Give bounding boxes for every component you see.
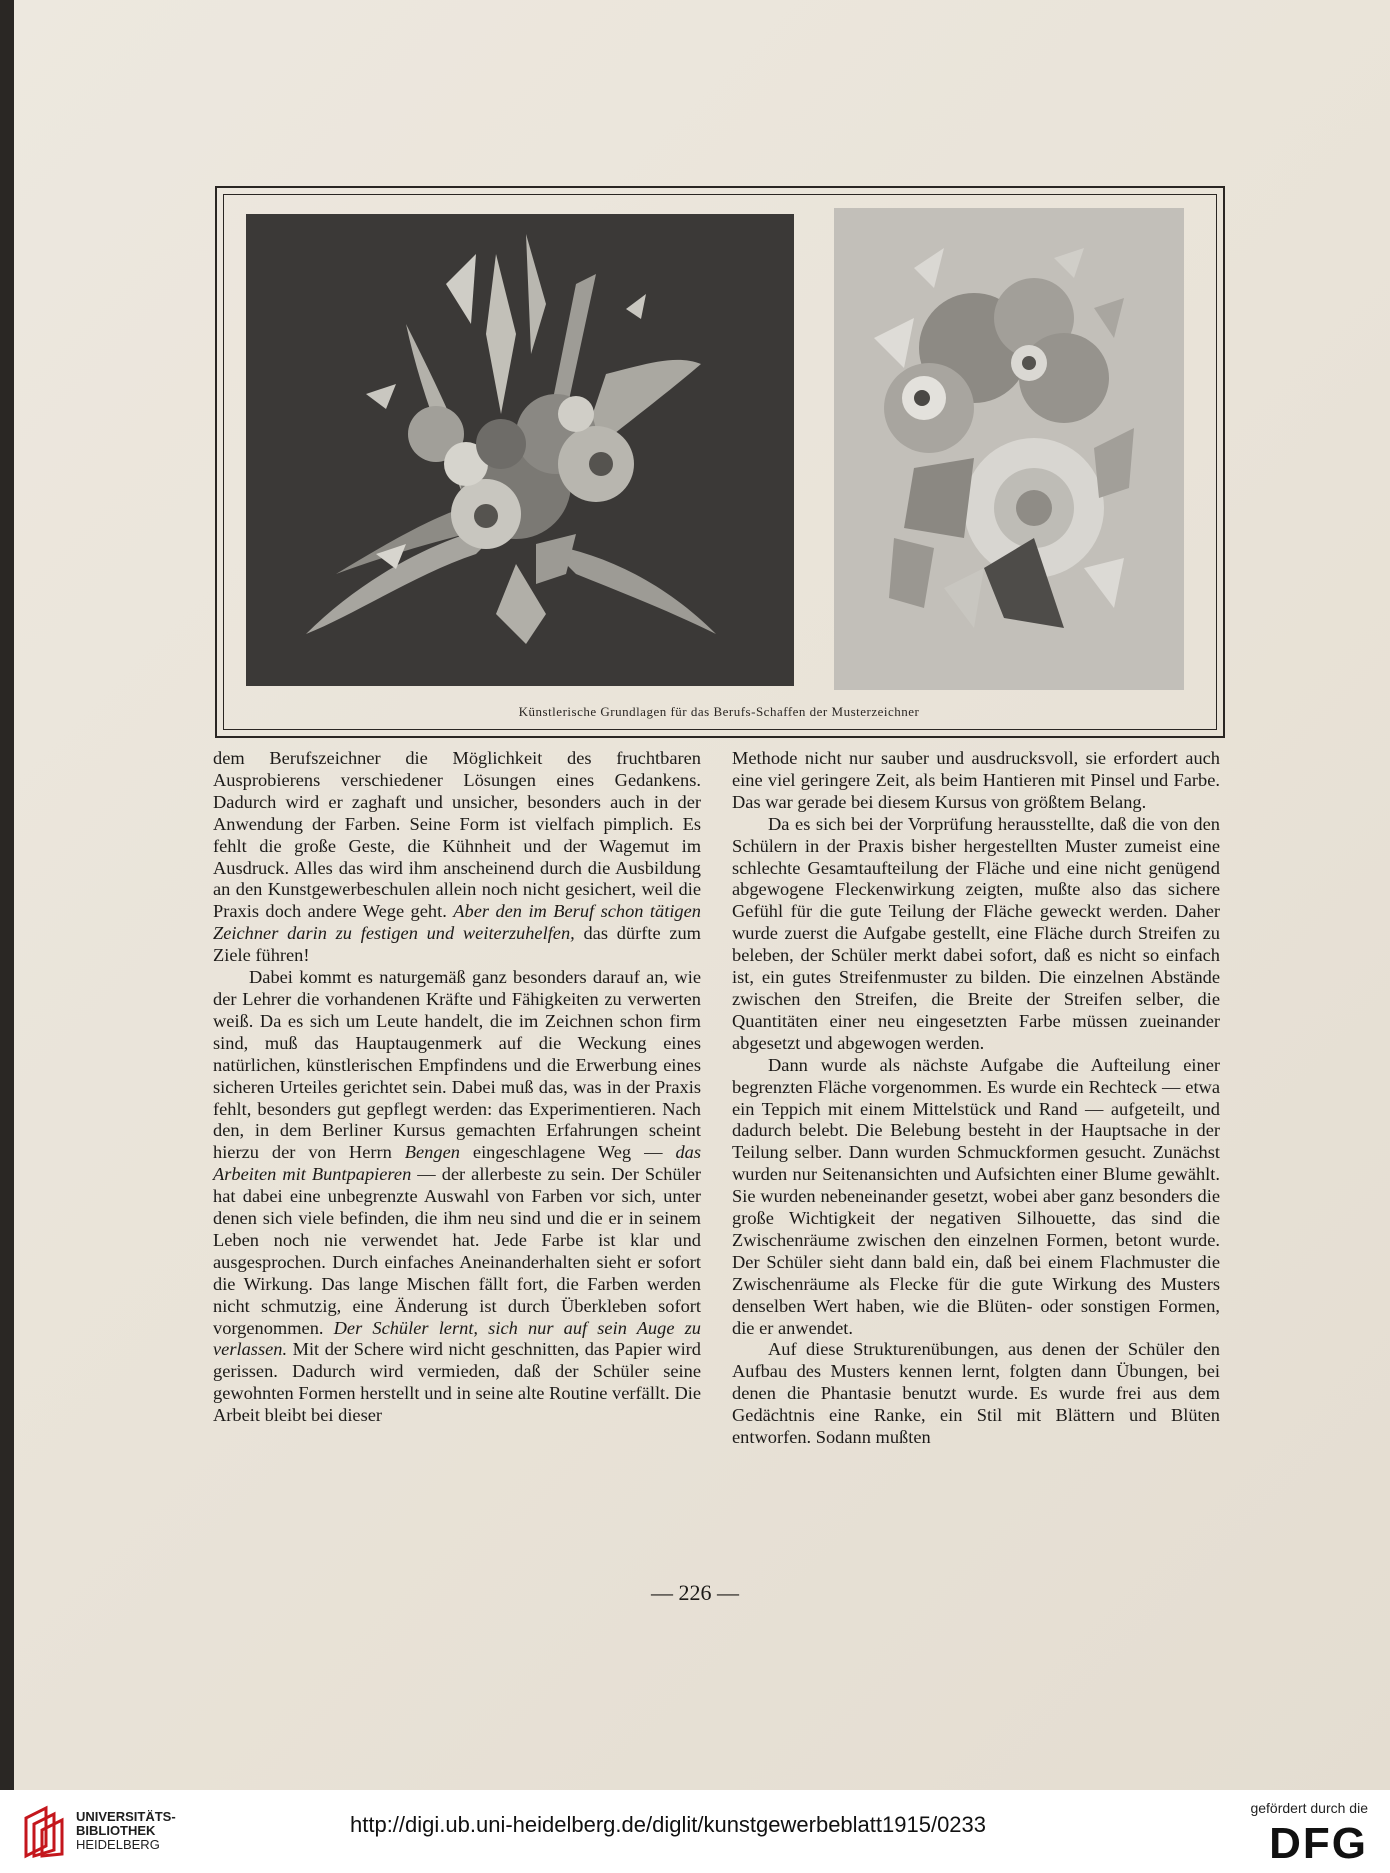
paragraph-text: Auf diese Strukturenübungen, aus denen der Schüler den Aufbau des Musters kennen lernt, folgten dann Übungen, bei denen die Phantasie benutzt wurde. Es wurde frei aus dem Gedächtnis eine Ranke, ein Stil mit Blättern und Blüten entworfen. Sodann mußten [732, 1339, 1220, 1448]
scan-edge-shadow [0, 0, 14, 1790]
figure-left-image [246, 214, 794, 686]
body-paragraph [213, 748, 701, 967]
text-column-left [213, 748, 701, 1427]
paragraph-text: — der allerbeste zu sein. Der Schüler hat dabei eine unbegrenzte Auswahl von Farben vor sich, unter denen sich viele befinden, die ihm neu sind und die er in seinem Leben noch nie verwendet hat. Jede Farbe ist klar und ausgesprochen. Durch einfaches Aneinanderhalten sieht er sofort die Wirkung. Das lange Mischen fällt fort, die Farben werden nicht schmutzig, eine Änderung ist durch Überkleben sofort vorgenommen. [213, 1164, 701, 1338]
emphasis-text: das Arbeiten mit Buntpapieren [213, 1142, 701, 1185]
paragraph-text: Da es sich bei der Vorprüfung herausstellte, daß die von den Schülern in der Praxis bisher hergestellten Muster zumeist eine schlechte Gesamtaufteilung der Fläche und eine nicht genügend abgewogene Fleckenwirkung zeigten, mußte also das sichere Gefühl für die gute Teilung der Fläche geweckt werden. Daher wurde zuerst die Aufgabe gestellt, eine Fläche durch Streifen zu beleben, der Schüler merkt dabei sofort, daß es nicht so einfach ist, ein gutes Streifenmuster zu bilden. Die einzelnen Abstände zwischen den Streifen, die Breite der Streifen selber, die Quantitäten einer neu eingesetzten Farbe müssen zueinander abgesetzt und abgewogen werden. [732, 813, 1220, 1053]
source-url-link[interactable]: http://digi.ub.uni-heidelberg.de/diglit/kunstgewerbeblatt1915/0233 [350, 1812, 987, 1837]
text-column-right [732, 748, 1220, 1449]
university-library-logo-icon [18, 1804, 66, 1860]
paragraph-text: Dabei kommt es naturgemäß ganz besonders darauf an, wie der Lehrer die vorhandenen Kräfte und Fähigkeiten zu verwerten weiß. Da es sich um Leute handelt, die im Zeichnen schon firm sind, muß das Hauptaugenmerk auf die Weckung eines natürlichen, künstlerischen Empfindens und die Erwerbung eines sicheren Urteiles gerichtet sein. Dabei muß das, was in der Praxis fehlt, besonders gut gepflegt werden: das Experimentieren. Nach den, in dem Berliner Kursus gemachten Erfahrungen scheint hierzu der von Herrn [213, 967, 701, 1163]
funding-text: gefördert durch die [1250, 1800, 1368, 1816]
page-number: — 226 — [651, 1580, 739, 1605]
paragraph-text: Mit der Schere wird nicht geschnitten, das Papier wird gerissen. Dadurch wird vermieden, daß der Schüler seine gewohnten Formen herstellt und in seine alte Routine verfällt. Die Arbeit bleibt bei dieser [213, 1339, 701, 1426]
paragraph-text: dem Berufszeichner die Möglichkeit des fruchtbaren Ausprobierens verschiedener Lösungen eines Gedankens. Dadurch wird er zaghaft und unsicher, besonders auch in der Anwendung der Farben. Seine Form ist vielfach pimplich. Es fehlt die große Geste, die Kühnheit und der Wagemut im Ausdruck. Alles das wird ihm anscheinend durch die Ausbildung an den Kunstgewerbeschulen allein noch nicht gesichert, weil die Praxis doch andere Wege geht. [213, 748, 701, 922]
body-paragraph [732, 1055, 1220, 1340]
university-library-name [76, 1810, 176, 1852]
footer-bar [0, 1790, 1390, 1873]
figure-caption: Künstlerische Grundlagen für das Berufs-Schaffen der Musterzeichner [518, 704, 920, 719]
emphasis-text: Aber den im Beruf schon tätigen Zeichner darin zu festigen und weiterzuhelfen, [213, 901, 701, 944]
emphasis-text: Der Schüler lernt, sich nur auf sein Auge zu verlassen. [213, 1317, 701, 1360]
body-paragraph [732, 814, 1220, 1055]
body-paragraph [732, 1339, 1220, 1449]
institution-line-1: UNIVERSITÄTS- [76, 1809, 176, 1824]
paragraph-text: eingeschlagene Weg — [459, 1142, 676, 1163]
dfg-logo: DFG [1269, 1819, 1368, 1868]
institution-line-3: HEIDELBERG [76, 1837, 160, 1852]
paragraph-text: das dürfte zum Ziele führen! [213, 923, 701, 966]
emphasis-text: Bengen [404, 1142, 460, 1163]
institution-line-2: BIBLIOTHEK [76, 1823, 156, 1838]
body-paragraph [213, 967, 701, 1427]
figure-right-image [834, 208, 1184, 690]
paragraph-text: Dann wurde als nächste Aufgabe die Aufteilung einer begrenzten Fläche vorgenommen. Es wurde ein Rechteck — etwa ein Teppich mit einem Mittelstück und Rand — aufgeteilt, und dadurch belebt. Die Belebung besteht in der Hauptsache in der Teilung selber. Dann wurden Schmuckformen gesucht. Zunächst wurden nur Seitenansichten und Aufsichten einer Blume gewählt. Sie wurden nebeneinander gesetzt, wobei aber ganz besonders die große Wichtigkeit der negativen Silhouette, das sind die Zwischenräume zwischen den einzelnen Formen, betont wurde. Der Schüler sieht dann bald ein, daß bei einem Flachmuster die Zwischenräume als Flecke für die gute Wirkung des Musters denselben Wert haben, wie die Blüten- oder sonstigen Formen, die er anwendet. [732, 1054, 1220, 1338]
body-paragraph [732, 748, 1220, 814]
paragraph-text: Methode nicht nur sauber und ausdrucksvoll, sie erfordert auch eine viel geringere Zeit, als beim Hantieren mit Pinsel und Farbe. Das war gerade bei diesem Kursus von größtem Belang. [732, 748, 1220, 812]
